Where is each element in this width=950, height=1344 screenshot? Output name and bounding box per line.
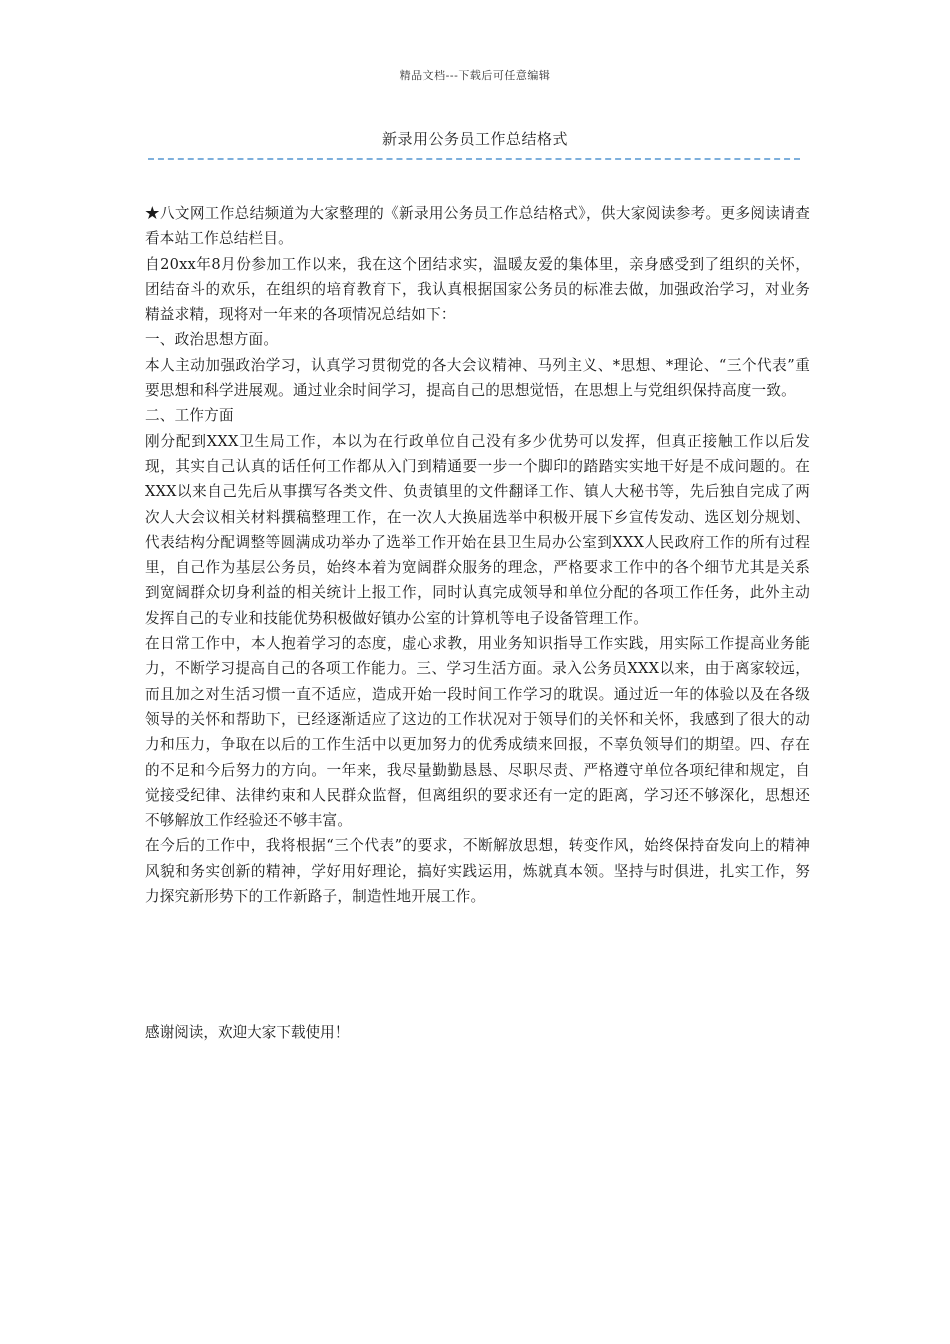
section-heading-political: 一、政治思想方面。 xyxy=(145,331,279,349)
daily-work-paragraph: 在日常工作中，本人抱着学习的态度，虚心求教，用业务知识指导工作实践，用实际工作提高业务能力，不断学习提高自己的各项工作能力。三、学习生活方面。录入公务员XXX以来，由于离家较远，而且加之对生活习惯一直不适应，造成开始一段时间工作学习的耽误。通过近一年的体验以及在各级领导的关怀和帮助下，已经逐渐适应了这边的工作状况对于领导们的关怀和关怀，我感到了很大的动力和压力，争取在以后的工作生活中以更加努力的优秀成绩来回报，不辜负领导们的期望。四、存在的不足和今后努力的方向。一年来，我尽量勤勤恳恳、尽职尽责、严格遵守单位各项纪律和规定，自觉接受纪律、法律约束和人民群众监督，但离组织的要求还有一定的距离，学习还不够深化，思想还不够解放工作经验还不够丰富。 xyxy=(145,635,810,830)
future-paragraph: 在今后的工作中，我将根据“三个代表”的要求，不断解放思想，转变作风，始终保持奋发向上的精神风貌和务实创新的精神，学好用好理论，搞好实践运用，炼就真本领。坚持与时俱进，扎实工作，努力探究新形势下的工作新路子，制造性地开展工作。 xyxy=(145,837,810,906)
document-title: 新录用公务员工作总结格式 xyxy=(381,130,568,148)
section-heading-work: 二、工作方面 xyxy=(145,407,234,425)
title-divider xyxy=(148,158,800,160)
opening-paragraph: 自20xx年8月份参加工作以来，我在这个团结求实，温暖友爱的集体里，亲身感受到了组织的关怀，团结奋斗的欢乐，在组织的培育教育下，我认真根据国家公务员的标准去做，加强政治学习，对业务精益求精，现将对一年来的各项情况总结如下： xyxy=(145,255,810,324)
page-header: 精品文档---下载后可任意编辑 xyxy=(399,69,551,82)
political-paragraph: 本人主动加强政治学习，认真学习贯彻党的各大会议精神、马列主义、*思想、*理论、“三个代表”重要思想和科学进展观。通过业余时间学习，提高自己的思想觉悟，在思想上与党组织保持高度一致。 xyxy=(145,356,810,400)
intro-paragraph: ★八文网工作总结频道为大家整理的《新录用公务员工作总结格式》，供大家阅读参考。更多阅读请查看本站工作总结栏目。 xyxy=(145,205,810,248)
document-body xyxy=(145,201,810,909)
work-paragraph: 刚分配到XXX卫生局工作，本以为在行政单位自己没有多少优势可以发挥，但真正接触工作以后发现，其实自己认真的话任何工作都从入门到精通要一步一个脚印的踏踏实实地干好是不成问题的。在XXX以来自己先后从事撰写各类文件、负责镇里的文件翻译工作、镇人大秘书等，先后独自完成了两次人大会议相关材料撰稿整理工作，在一次人大换届选举中积极开展下乡宣传发动、选区划分规划、代表结构分配调整等圆满成功举办了选举工作开始在县卫生局办公室到XXX人民政府工作的所有过程里，自己作为基层公务员，始终本着为宽阔群众服务的理念，严格要求工作中的各个细节尤其是关系到宽阔群众切身利益的相关统计上报工作，同时认真完成领导和单位分配的各项工作任务，此外主动发挥自己的专业和技能优势积极做好镇办公室的计算机等电子设备管理工作。 xyxy=(145,432,810,627)
closing-note: 感谢阅读，欢迎大家下载使用！ xyxy=(145,1024,350,1041)
